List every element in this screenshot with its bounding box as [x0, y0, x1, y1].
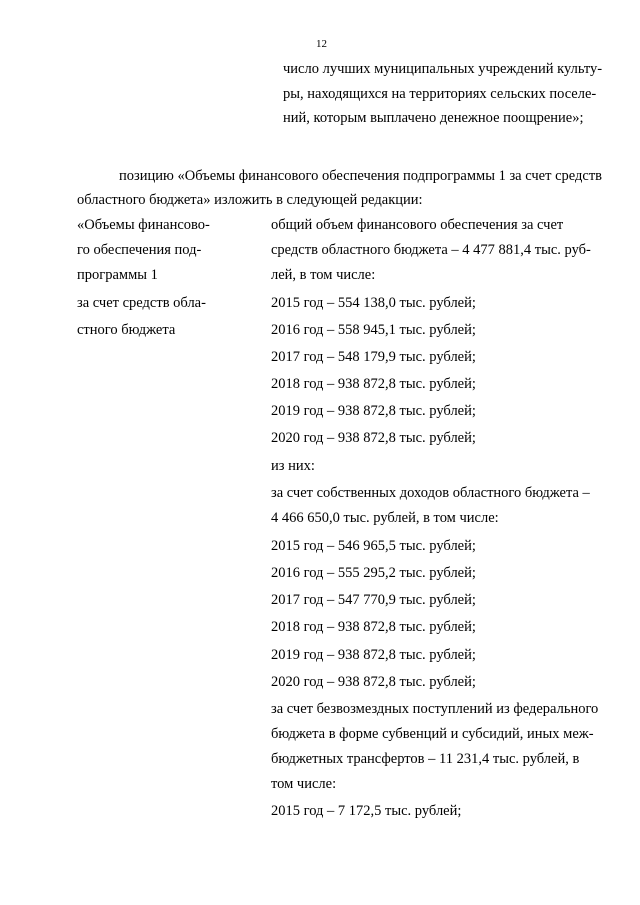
right-cell-line: 2016 год – 558 945,1 тыс. рублей; [271, 322, 476, 338]
right-cell-line: из них: [271, 458, 315, 474]
continuation-line: ний, которым выплачено денежное поощрение»; [283, 110, 584, 126]
right-cell-line: 2018 год – 938 872,8 тыс. рублей; [271, 619, 476, 635]
right-cell-line: 2018 год – 938 872,8 тыс. рублей; [271, 376, 476, 392]
left-cell-line: стного бюджета [77, 322, 176, 338]
right-cell-line: за счет безвозмездных поступлений из федерального [271, 701, 599, 717]
intro-line: областного бюджета» изложить в следующей редакции: [77, 192, 423, 208]
right-cell-line: 4 466 650,0 тыс. рублей, в том числе: [271, 510, 499, 526]
page-number: 12 [316, 38, 327, 50]
left-cell-line: «Объемы финансово- [77, 217, 210, 233]
right-cell-line: 2016 год – 555 295,2 тыс. рублей; [271, 565, 476, 581]
right-cell-line: 2019 год – 938 872,8 тыс. рублей; [271, 647, 476, 663]
right-cell-line: 2019 год – 938 872,8 тыс. рублей; [271, 403, 476, 419]
right-cell-line: бюджета в форме субвенций и субсидий, иных меж- [271, 726, 594, 742]
right-cell-line: 2015 год – 7 172,5 тыс. рублей; [271, 803, 462, 819]
right-cell-line: 2015 год – 554 138,0 тыс. рублей; [271, 295, 476, 311]
right-cell-line: 2020 год – 938 872,8 тыс. рублей; [271, 430, 476, 446]
right-cell-line: средств областного бюджета – 4 477 881,4 тыс. руб- [271, 242, 591, 258]
right-cell-line: 2017 год – 548 179,9 тыс. рублей; [271, 349, 476, 365]
right-cell-line: бюджетных трансфертов – 11 231,4 тыс. рублей, в [271, 751, 580, 767]
continuation-line: число лучших муниципальных учреждений культу- [283, 61, 603, 77]
left-cell-line: го обеспечения под- [77, 242, 202, 258]
right-cell-line: за счет собственных доходов областного бюджета – [271, 485, 590, 501]
intro-line: позицию «Объемы финансового обеспечения подпрограммы 1 за счет средств [119, 168, 602, 184]
right-cell-line: 2015 год – 546 965,5 тыс. рублей; [271, 538, 476, 554]
right-cell-line: 2017 год – 547 770,9 тыс. рублей; [271, 592, 476, 608]
right-cell-line: лей, в том числе: [271, 267, 376, 283]
right-cell-line: том числе: [271, 776, 337, 792]
right-cell-line: общий объем финансового обеспечения за счет [271, 217, 564, 233]
continuation-line: ры, находящихся на территориях сельских поселе- [283, 86, 597, 102]
left-cell-line: за счет средств обла- [77, 295, 206, 311]
right-cell-line: 2020 год – 938 872,8 тыс. рублей; [271, 674, 476, 690]
left-cell-line: программы 1 [77, 267, 158, 283]
